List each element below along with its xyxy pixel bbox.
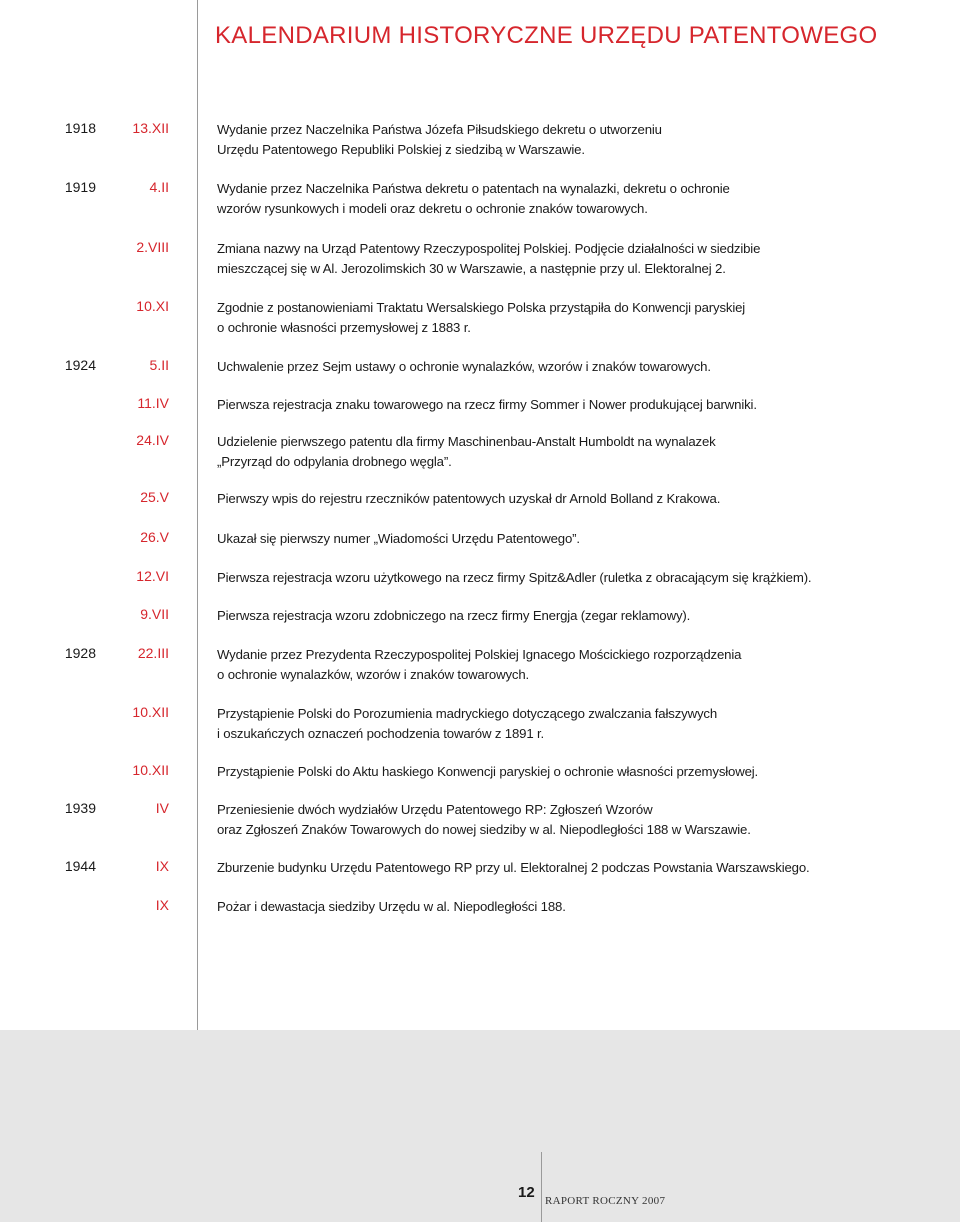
entry-date: IV	[155, 800, 169, 816]
entry-year: 1939	[64, 800, 96, 816]
entry-date: 12.VI	[136, 568, 169, 584]
entry-description	[217, 858, 937, 878]
entry-description	[217, 395, 937, 415]
description-line: Pierwsza rejestracja wzoru zdobniczego na rzecz firmy Energja (zegar reklamowy).	[217, 608, 691, 623]
description-line: Ukazał się pierwszy numer „Wiadomości Urzędu Patentowego”.	[217, 531, 580, 546]
entry-date: 26.V	[140, 529, 169, 545]
entry-description	[217, 489, 937, 509]
description-line: Przystąpienie Polski do Aktu haskiego Konwencji paryskiej o ochronie własności przemysłowej.	[217, 764, 759, 779]
entry-date: 22.III	[137, 645, 169, 661]
description-line: Pierwsza rejestracja znaku towarowego na rzecz firmy Sommer i Nower produkującej barwniki.	[217, 397, 757, 412]
entry-description	[217, 704, 937, 744]
entry-description	[217, 120, 937, 160]
entry-date: IX	[155, 858, 169, 874]
footer-divider-line	[541, 1152, 542, 1222]
publication-name: RAPORT ROCZNY 2007	[545, 1195, 666, 1207]
entry-description	[217, 432, 937, 472]
entry-date: 9.VII	[140, 606, 169, 622]
entry-year: 1918	[64, 120, 96, 136]
description-line: Zmiana nazwy na Urząd Patentowy Rzeczypospolitej Polskiej. Podjęcie działalności w siedzibie	[217, 241, 761, 256]
entry-description	[217, 762, 937, 782]
description-line: mieszczącej się w Al. Jerozolimskich 30 w Warszawie, a następnie przy ul. Elektoralnej 2.	[217, 261, 726, 276]
entry-description	[217, 645, 937, 685]
description-line: Urzędu Patentowego Republiki Polskiej z siedzibą w Warszawie.	[217, 142, 585, 157]
description-line: Przeniesienie dwóch wydziałów Urzędu Patentowego RP: Zgłoszeń Wzorów	[217, 802, 653, 817]
entry-date: 11.IV	[137, 395, 169, 411]
description-line: o ochronie własności przemysłowej z 1883 r.	[217, 320, 471, 335]
entry-description	[217, 568, 937, 588]
description-line: wzorów rysunkowych i modeli oraz dekretu o ochronie znaków towarowych.	[217, 201, 648, 216]
entry-year: 1944	[64, 858, 96, 874]
description-line: o ochronie wynalazków, wzorów i znaków towarowych.	[217, 667, 530, 682]
description-line: Zgodnie z postanowieniami Traktatu Wersalskiego Polska przystąpiła do Konwencji paryskiej	[217, 300, 746, 315]
entry-description	[217, 179, 937, 219]
entry-date: 2.VIII	[136, 239, 169, 255]
description-line: Wydanie przez Prezydenta Rzeczypospolitej Polskiej Ignacego Mościckiego rozporządzenia	[217, 647, 742, 662]
entry-description	[217, 529, 937, 549]
entry-date: 4.II	[149, 179, 169, 195]
description-line: oraz Zgłoszeń Znaków Towarowych do nowej siedziby w al. Niepodległości 188 w Warszawie.	[217, 822, 751, 837]
entry-date: 10.XII	[132, 704, 169, 720]
entry-date: 10.XI	[136, 298, 169, 314]
entry-date: 13.XII	[132, 120, 169, 136]
description-line: Pierwsza rejestracja wzoru użytkowego na rzecz firmy Spitz&Adler (ruletka z obracającym się krążkiem).	[217, 570, 812, 585]
description-line: Pierwszy wpis do rejestru rzeczników patentowych uzyskał dr Arnold Bolland z Krakowa.	[217, 491, 721, 506]
description-line: Wydanie przez Naczelnika Państwa dekretu o patentach na wynalazki, dekretu o ochronie	[217, 181, 730, 196]
entry-description	[217, 298, 937, 338]
description-line: Uchwalenie przez Sejm ustawy o ochronie wynalazków, wzorów i znaków towarowych.	[217, 359, 711, 374]
entry-description	[217, 239, 937, 279]
description-line: Przystąpienie Polski do Porozumienia madryckiego dotyczącego zwalczania fałszywych	[217, 706, 718, 721]
entry-year: 1928	[64, 645, 96, 661]
entry-year: 1924	[64, 357, 96, 373]
entry-description	[217, 897, 937, 917]
entry-description	[217, 357, 937, 377]
entry-date: 10.XII	[132, 762, 169, 778]
description-line: Udzielenie pierwszego patentu dla firmy Maschinenbau-Anstalt Humboldt na wynalazek	[217, 434, 716, 449]
page-title: KALENDARIUM HISTORYCZNE URZĘDU PATENTOWEGO	[215, 22, 878, 49]
description-line: Zburzenie budynku Urzędu Patentowego RP przy ul. Elektoralnej 2 podczas Powstania Warszawskiego.	[217, 860, 810, 875]
entry-date: 25.V	[140, 489, 169, 505]
entry-description	[217, 606, 937, 626]
entry-description	[217, 800, 937, 840]
entry-year: 1919	[64, 179, 96, 195]
description-line: Wydanie przez Naczelnika Państwa Józefa Piłsudskiego dekretu o utworzeniu	[217, 122, 662, 137]
description-line: „Przyrząd do odpylania drobnego węgla”.	[217, 454, 452, 469]
entry-date: 24.IV	[136, 432, 169, 448]
page-number: 12	[518, 1184, 535, 1201]
entry-date: 5.II	[149, 357, 169, 373]
description-line: Pożar i dewastacja siedziby Urzędu w al. Niepodległości 188.	[217, 899, 566, 914]
top-divider-line	[197, 0, 198, 92]
footer-band	[0, 1030, 960, 1222]
column-divider-line	[197, 92, 198, 1030]
entry-date: IX	[155, 897, 169, 913]
description-line: i oszukańczych oznaczeń pochodzenia towarów z 1891 r.	[217, 726, 545, 741]
